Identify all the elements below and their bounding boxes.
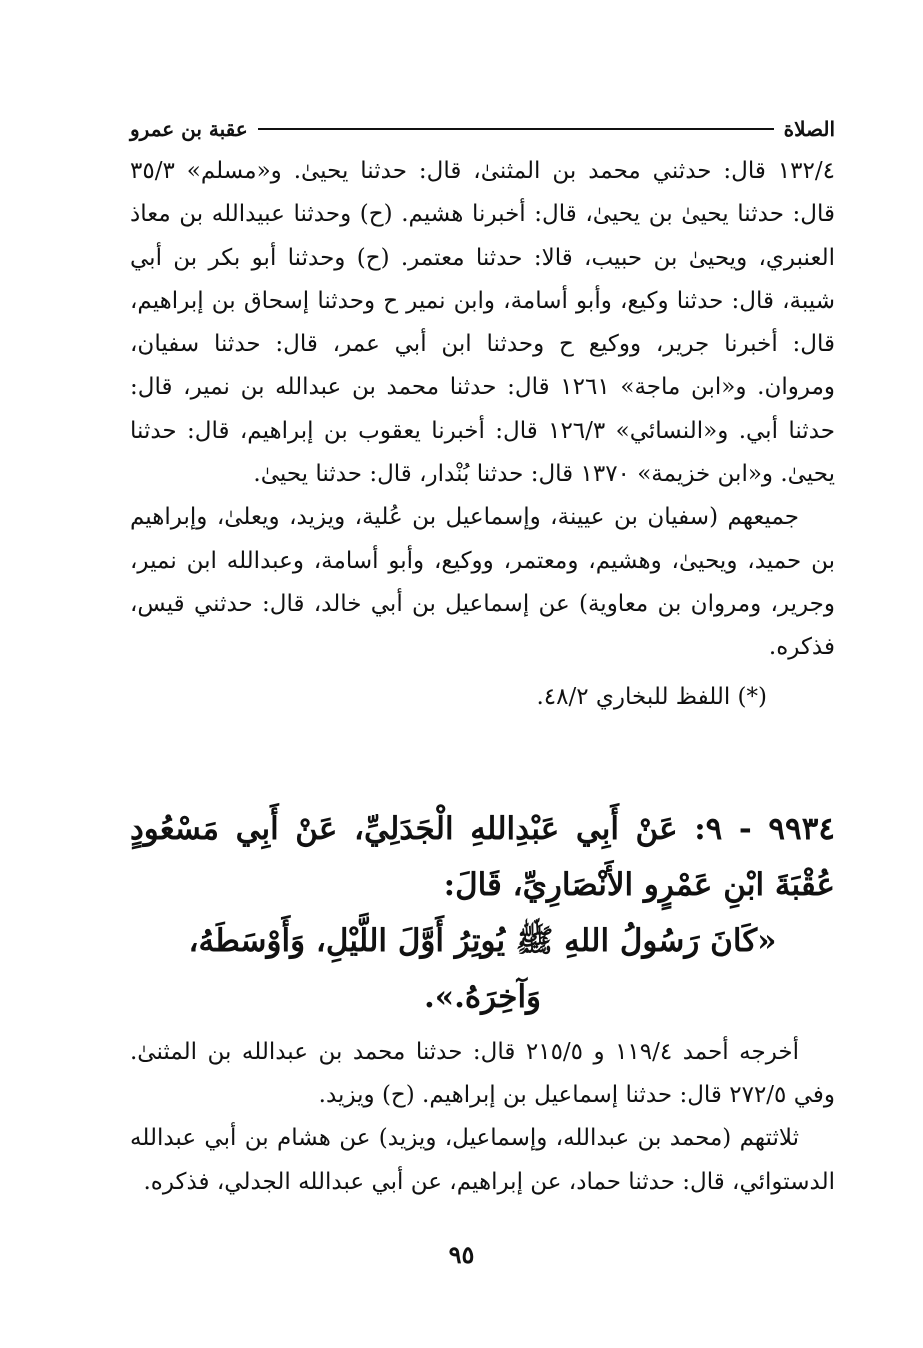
hadith-text: «كَانَ رَسُولُ اللهِ ﷺ يُوتِرُ أَوَّلَ اللَّيْلِ، وَأَوْسَطَهُ، وَآخِرَهُ.». — [188, 922, 777, 1015]
takhrij-paragraph: أخرجه أحمد ١١٩/٤ و ٢١٥/٥ قال: حدثنا محمد بن عبدالله بن المثنىٰ. وفي ٢٧٢/٥ قال: حدثنا إسماعيل بن إبراهيم. (ح) ويزيد. — [130, 1038, 835, 1109]
running-header — [130, 112, 835, 146]
page-body — [130, 150, 835, 1204]
footnote: (*) اللفظ للبخاري ٤٨/٢. — [536, 683, 767, 710]
hadith-block — [130, 801, 835, 1025]
takhrij-summary: ثلاثتهم (محمد بن عبدالله، وإسماعيل، ويزيد) عن هشام بن أبي عبدالله الدستوائي، قال: حدثنا حماد، عن إبراهيم، عن أبي عبدالله الجدلي، فذكره. — [130, 1125, 835, 1195]
header-rule — [258, 128, 774, 130]
page-number: ٩٥ — [448, 1240, 475, 1269]
previous-takhrij-paragraph: ١٣٢/٤ قال: حدثني محمد بن المثنىٰ، قال: حدثنا يحيىٰ. و«مسلم» ٣٥/٣ قال: حدثنا يحيىٰ بن يحيىٰ، قال: أخبرنا هشيم. (ح) وحدثنا عبيدالله بن معاذ العنبري، ويحيىٰ بن حبيب، قالا: حدثنا معتمر. (ح) وحدثنا أبو بكر بن أبي شيبة، قال: حدثنا وكيع، وأبو أسامة، وابن نمير ح وحدثنا إسحاق بن إبراهيم، قال: أخبرنا جرير، ووكيع ح وحدثنا ابن أبي عمر، قال: حدثنا سفيان، ومروان. و«ابن ماجة» ١٢٦١ قال: حدثنا محمد بن عبدالله بن نمير، قال: حدثنا أبي. و«النسائي» ١٢٦/٣ قال: أخبرنا يعقوب بن إبراهيم، قال: حدثنا يحيىٰ. و«ابن خزيمة» ١٣٧٠ قال: حدثنا بُنْدار، قال: حدثنا يحيىٰ. — [130, 158, 835, 488]
narrator-title: عقبة بن عمرو — [130, 117, 248, 141]
previous-takhrij-summary: جميعهم (سفيان بن عيينة، وإسماعيل بن عُلية، ويزيد، ويعلىٰ، وإبراهيم بن حميد، ويحيىٰ، وهشيم، ومعتمر، ووكيع، وأبو أسامة، وعبدالله ابن نمير، وجرير، ومروان بن معاوية) عن إسماعيل بن أبي خالد، قال: حدثني قيس، فذكره. — [130, 504, 835, 661]
chapter-title: الصلاة — [783, 117, 835, 141]
hadith-heading: ٩٩٣٤ - ٩: عَنْ أَبِي عَبْدِاللهِ الْجَدَلِيِّ، عَنْ أَبِي مَسْعُودٍ عُقْبَةَ ابْنِ عَمْرٍو الأَنْصَارِيِّ، قَالَ: — [130, 810, 835, 903]
